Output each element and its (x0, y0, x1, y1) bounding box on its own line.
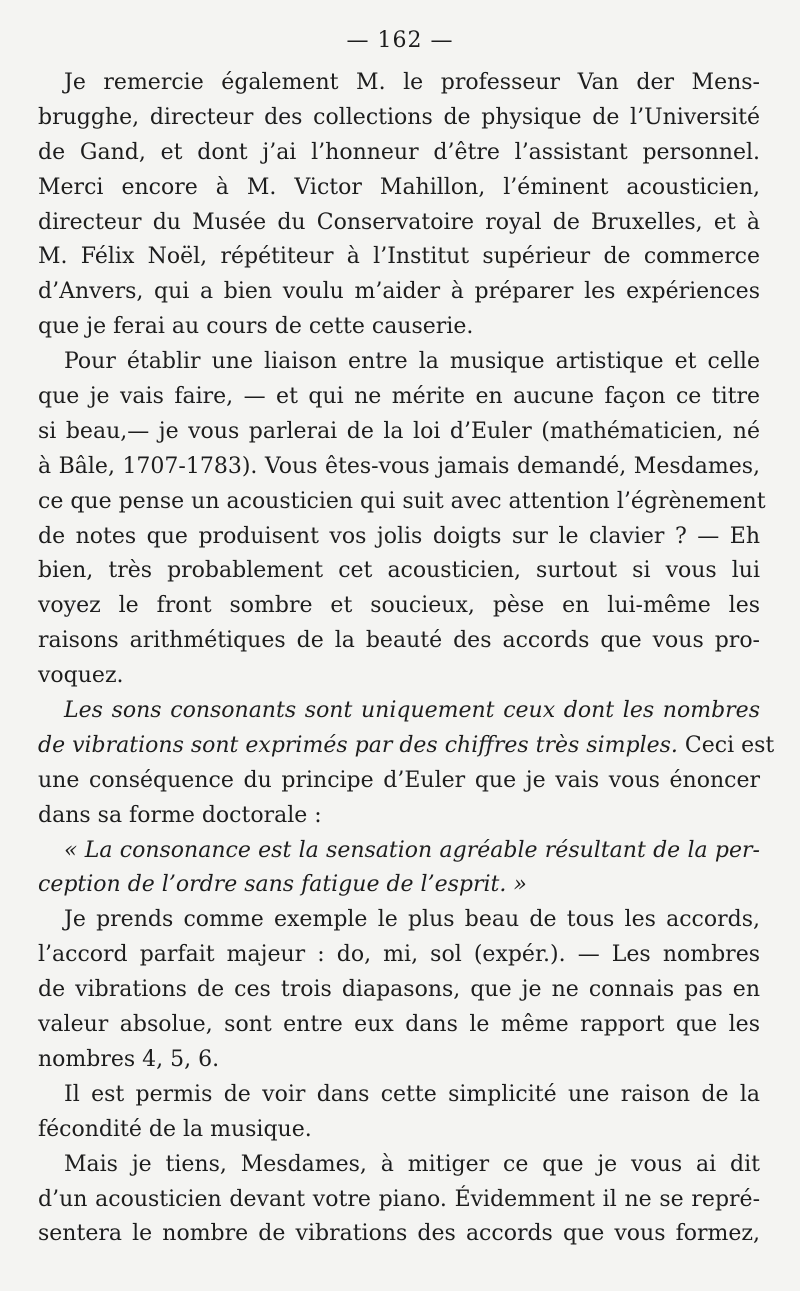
text-line: de notes que produisent vos jolis doigts sur le clavier ? — Eh (38, 523, 760, 549)
text-line: l’accord parfait majeur : do, mi, sol (expér.). — Les nombres (38, 942, 760, 968)
text-line: de Gand, et dont j’ai l’honneur d’être l’assistant personnel. (38, 139, 760, 165)
quote-line: ception de l’ordre sans fatigue de l’esprit. » (38, 872, 527, 898)
text-line: ce que pense un acousticien qui suit avec attention l’égrènement (38, 488, 766, 514)
text-line: que je vais faire, — et qui ne mérite en aucune façon ce titre (38, 384, 760, 410)
text-line: fécondité de la musique. (38, 1116, 312, 1142)
text-line-mixed (38, 729, 775, 764)
quote-line: « La consonance est la sensation agréable résultant de la per- (64, 837, 760, 863)
text-line: Les sons consonants sont uniquement ceux dont les nombres (64, 698, 760, 724)
text-line: directeur du Musée du Conservatoire royal de Bruxelles, et à (38, 209, 760, 235)
text-line: que je ferai au cours de cette causerie. (38, 314, 474, 340)
text-line: une conséquence du principe d’Euler que je vais vous énoncer (38, 767, 760, 793)
text-line: dans sa forme doctorale : (38, 802, 322, 828)
text-line: d’un acousticien devant votre piano. Évidemment il ne se repré- (38, 1186, 760, 1212)
page-number: — 162 — (346, 28, 454, 53)
text-line: voyez le front sombre et soucieux, pèse en lui-même les (38, 593, 760, 619)
text-line: nombres 4, 5, 6. (38, 1046, 220, 1072)
text-line: Je remercie également M. le professeur Van der Mens- (64, 70, 760, 95)
text-line: Il est permis de voir dans cette simplicité une raison de la (64, 1081, 760, 1107)
text-line: d’Anvers, qui a bien voulu m’aider à préparer les expériences (38, 279, 760, 305)
text-line: à Bâle, 1707-1783). Vous êtes-vous jamais demandé, Mesdames, (38, 453, 760, 479)
text-line: voquez. (38, 663, 124, 689)
text-line: si beau,— je vous parlerai de la loi d’Euler (mathématicien, né (38, 418, 760, 444)
text-line: brugghe, directeur des collections de physique de l’Université (38, 104, 760, 130)
italic-phrase: de vibrations sont exprimés par des chiffres très simples. (38, 732, 678, 758)
text-line: sentera le nombre de vibrations des accords que vous formez, (38, 1221, 760, 1247)
text-line: Pour établir une liaison entre la musique artistique et celle (64, 349, 760, 375)
text-phrase: Ceci est (684, 732, 775, 758)
text-line: valeur absolue, sont entre eux dans le même rapport que les (38, 1012, 760, 1038)
text-line: Mais je tiens, Mesdames, à mitiger ce que je vous ai dit (64, 1151, 760, 1177)
text-line: de vibrations de ces trois diapasons, que je ne connais pas en (38, 977, 760, 1003)
text-line: Merci encore à M. Victor Mahillon, l’éminent acousticien, (38, 174, 760, 200)
text-line: M. Félix Noël, répétiteur à l’Institut supérieur de commerce (38, 244, 760, 270)
text-line: Je prends comme exemple le plus beau de tous les accords, (64, 907, 760, 933)
page-body (38, 66, 775, 1252)
text-line: bien, très probablement cet acousticien, surtout si vous lui (38, 558, 760, 584)
text-line: raisons arithmétiques de la beauté des accords que vous pro- (38, 628, 760, 654)
